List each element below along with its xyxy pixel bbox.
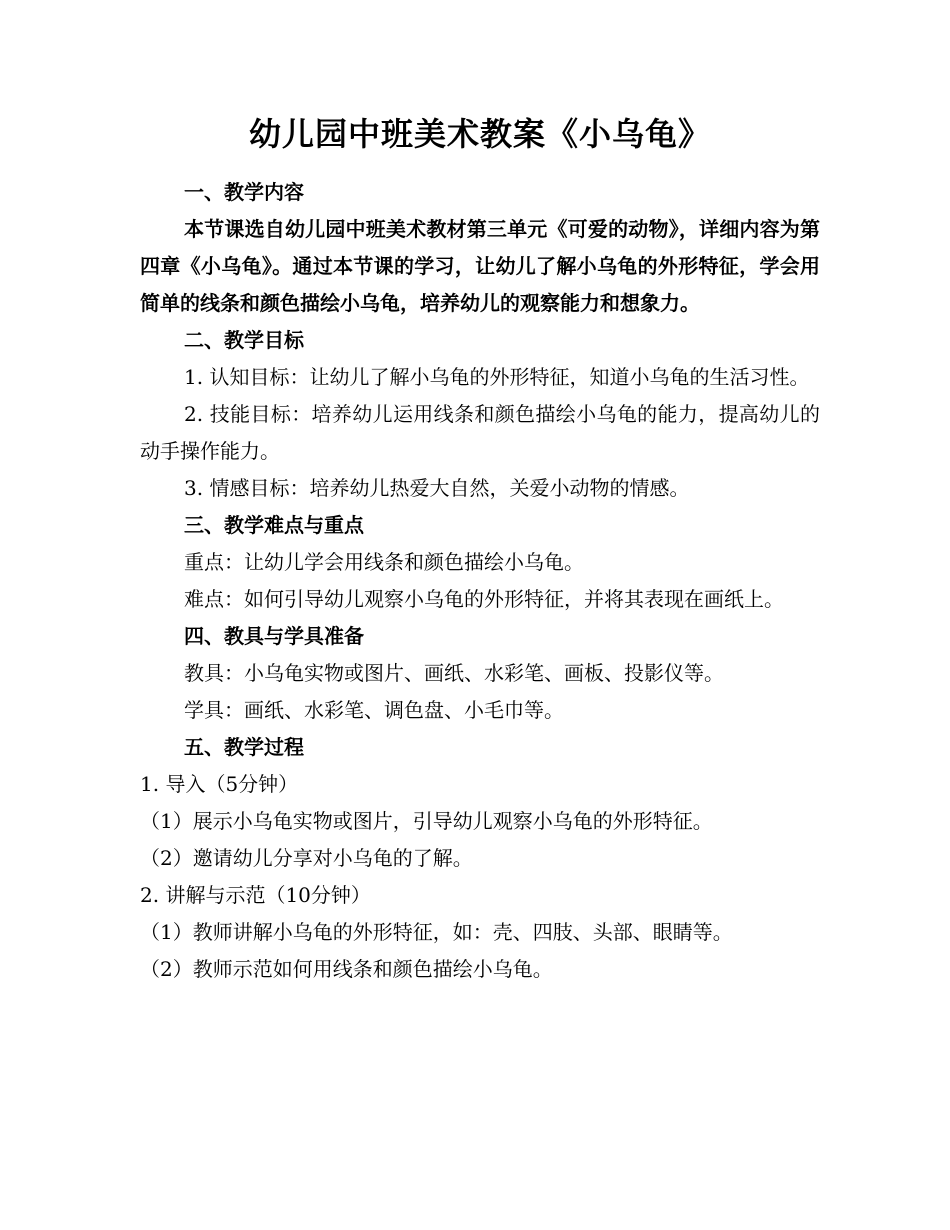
section-heading-objectives: 二、教学目标 xyxy=(184,328,304,352)
process-substep: （1）教师讲解小乌龟的外形特征，如：壳、四肢、头部、眼睛等。 xyxy=(140,920,733,944)
materials-item: 学具：画纸、水彩笔、调色盘、小毛巾等。 xyxy=(184,698,564,722)
process-step: 2. 讲解与示范（10分钟） xyxy=(140,883,371,907)
process-substep: （1）展示小乌龟实物或图片，引导幼儿观察小乌龟的外形特征。 xyxy=(140,809,713,833)
objective-item: 3. 情感目标：培养幼儿热爱大自然，关爱小动物的情感。 xyxy=(184,476,690,500)
process-substep: （2）教师示范如何用线条和颜色描绘小乌龟。 xyxy=(140,957,553,981)
materials-item: 教具：小乌龟实物或图片、画纸、水彩笔、画板、投影仪等。 xyxy=(184,661,724,685)
process-substep: （2）邀请幼儿分享对小乌龟的了解。 xyxy=(140,846,473,870)
section-paragraph-content: 本节课选自幼儿园中班美术教材第三单元《可爱的动物》，详细内容为第四章《小乌龟》。通过本节课的学习，让幼儿了解小乌龟的外形特征，学会用简单的线条和颜色描绘小乌龟，培养幼儿的观察能力和想象力。 xyxy=(140,217,820,315)
objective-item: 1. 认知目标：让幼儿了解小乌龟的外形特征，知道小乌龟的生活习性。 xyxy=(184,365,810,389)
section-heading-process: 五、教学过程 xyxy=(184,735,304,759)
key-point-item: 重点：让幼儿学会用线条和颜色描绘小乌龟。 xyxy=(184,550,584,574)
document-title: 幼儿园中班美术教案《小乌龟》 xyxy=(248,115,711,153)
document-body xyxy=(140,108,820,988)
section-heading-key-points: 三、教学难点与重点 xyxy=(184,513,364,537)
section-heading-content: 一、教学内容 xyxy=(184,180,304,204)
section-heading-materials: 四、教具与学具准备 xyxy=(184,624,364,648)
objective-item: 2. 技能目标：培养幼儿运用线条和颜色描绘小乌龟的能力，提高幼儿的动手操作能力。 xyxy=(140,402,820,463)
key-point-item: 难点：如何引导幼儿观察小乌龟的外形特征，并将其表现在画纸上。 xyxy=(184,587,784,611)
process-step: 1. 导入（5分钟） xyxy=(140,772,299,796)
